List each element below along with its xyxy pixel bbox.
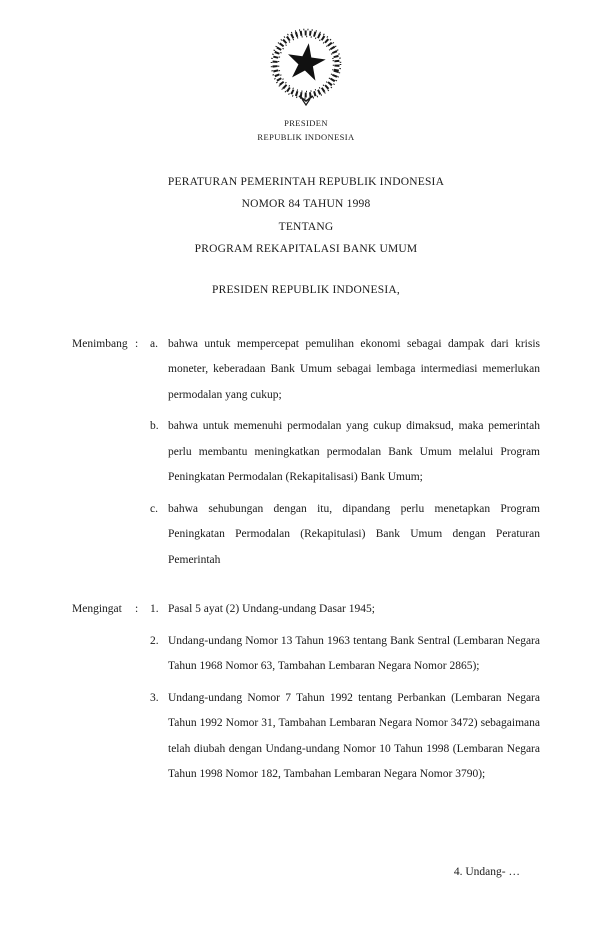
- letterhead: [0, 0, 612, 143]
- list-item: [150, 686, 540, 788]
- section-mengingat: [72, 597, 540, 788]
- section-colon: :: [135, 603, 139, 616]
- list-item-marker: 1.: [150, 603, 159, 616]
- list-item: [150, 414, 540, 491]
- list-item: [150, 629, 540, 680]
- list-item: [150, 497, 540, 574]
- letterhead-republik-indonesia: REPUBLIK INDONESIA: [257, 132, 355, 142]
- list-item-marker: b.: [150, 420, 159, 433]
- list-item: [150, 597, 540, 623]
- title-line-program: PROGRAM REKAPITALASI BANK UMUM: [194, 243, 418, 256]
- list-item-text: bahwa sehubungan dengan itu, dipandang perlu menetapkan Program Peningkatan Permodalan (Rekapitulasi) Bank Umum dengan Peraturan Pemerintah: [168, 502, 540, 566]
- page-catchword: 4. Undang- …: [453, 866, 520, 878]
- list-item-text: Undang-undang Nomor 13 Tahun 1963 tentang Bank Sentral (Lembaran Negara Tahun 1968 Nomor 63, Tambahan Lembaran Negara Nomor 2865);: [168, 634, 540, 673]
- document-title-block: [0, 171, 612, 261]
- section-colon: :: [135, 337, 139, 350]
- list-item-marker: 2.: [150, 634, 159, 647]
- section-label: Mengingat: [72, 603, 122, 616]
- list-item-text: bahwa untuk memenuhi permodalan yang cukup dimaksud, maka pemerintah perlu membantu meningkatkan permodalan Bank Umum melalui Program Peningkatan Permodalan (Rekapitalisasi) Bank Umum;: [168, 420, 540, 484]
- list-item: [150, 332, 540, 409]
- list-item-text: bahwa untuk mempercepat pemulihan ekonomi sebagai dampak dari krisis moneter, keberadaan Bank Umum sebagai lembaga intermediasi memerlukan permodalan yang cukup;: [168, 337, 540, 401]
- list-item-marker: c.: [150, 502, 158, 515]
- star-wreath-emblem-icon: [259, 26, 353, 110]
- list-item-marker: 3.: [150, 691, 159, 704]
- section-items: [150, 597, 540, 788]
- list-item-text: Undang-undang Nomor 7 Tahun 1992 tentang Perbankan (Lembaran Negara Tahun 1992 Nomor 31, Tambahan Lembaran Negara Nomor 3472) sebagaimana telah diubah dengan Undang-undang Nomor 10 Tahun 1998 (Lembaran Negara Tahun 1998 Nomor 182, Tambahan Lembaran Negara Nomor 3790);: [168, 691, 540, 781]
- section-label: Menimbang: [72, 337, 128, 350]
- title-line-peraturan: PERATURAN PEMERINTAH REPUBLIK INDONESIA: [167, 176, 445, 188]
- list-item-marker: a.: [150, 337, 158, 350]
- list-item-text: Pasal 5 ayat (2) Undang-undang Dasar 1945;: [168, 603, 375, 616]
- title-line-tentang: TENTANG: [278, 220, 334, 233]
- title-line-nomor: NOMOR 84 TAHUN 1998: [241, 198, 371, 211]
- salutation-line: PRESIDEN REPUBLIK INDONESIA,: [211, 283, 400, 296]
- letterhead-presiden: PRESIDEN: [284, 118, 328, 128]
- section-menimbang: [72, 332, 540, 574]
- section-items: [150, 332, 540, 574]
